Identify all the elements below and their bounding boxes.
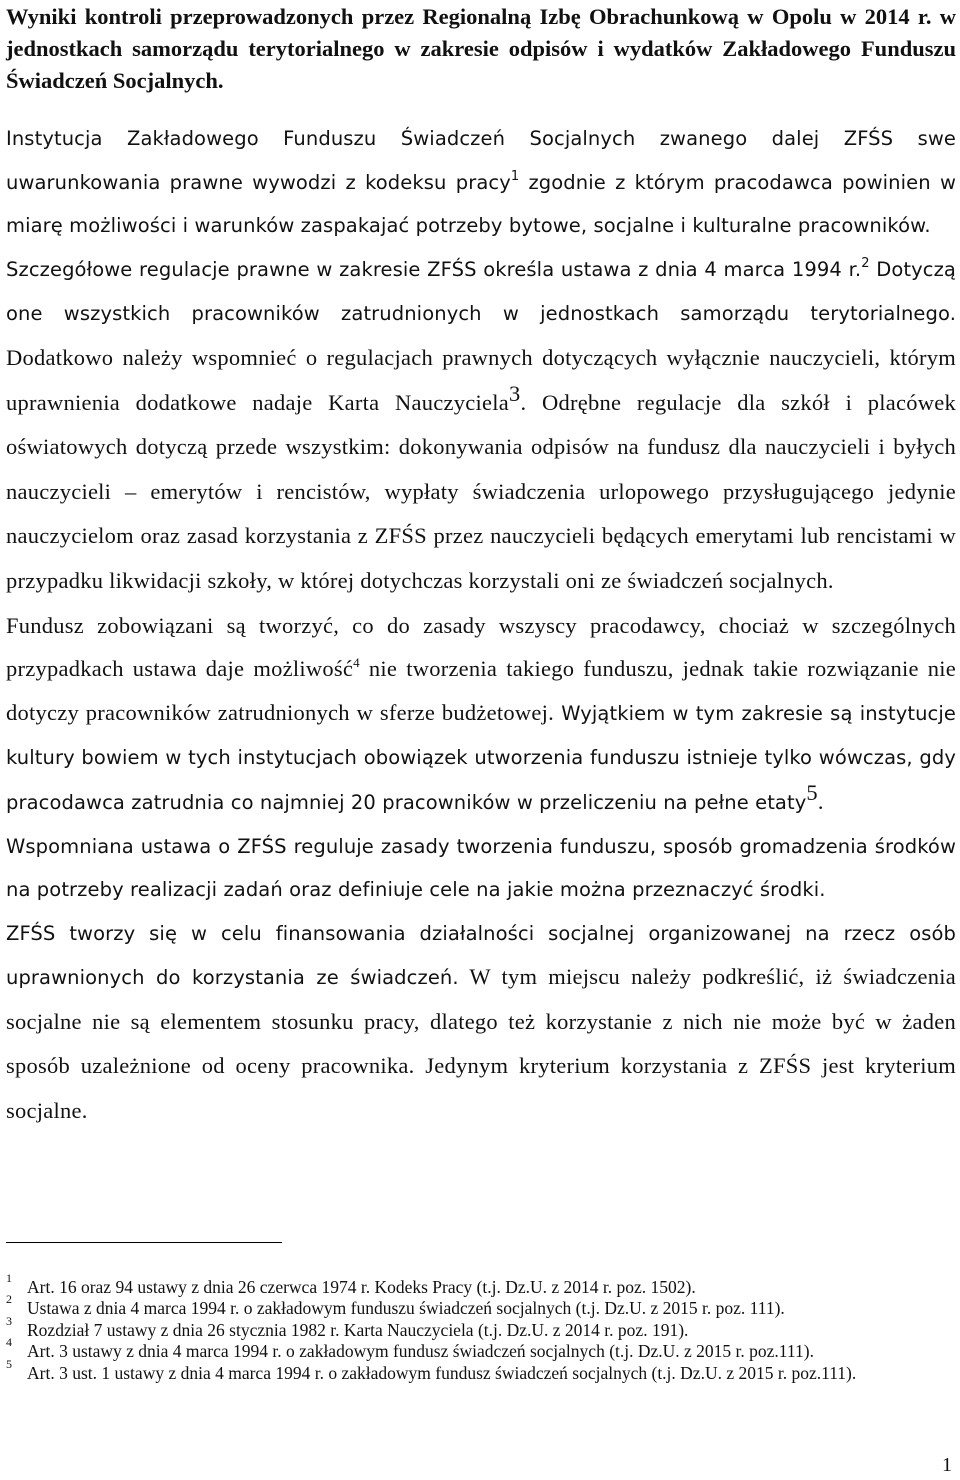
footnote-ref-4[interactable]: 4 [353,655,360,671]
footnotes [6,1271,951,1384]
paragraph-5-text-b: W tym miejscu należy podkreślić, iż świadczenia socjalne nie są elementem stosunku pracy, dlatego też korzystanie z nich nie może być w żaden sposób uzależnione od oceny pracownika. Jedynym kryterium korzystania z ZFŚS jest kryterium socjalne. [6,964,956,1124]
footnote-text: Rozdział 7 ustawy z dnia 26 stycznia 1982 r. Karta Nauczyciela (t.j. Dz.U. z 2014 r. poz. 191). [27,1319,689,1340]
paragraph-3-text-c: Wyjątkiem w tym zakresie są instytucje kultury bowiem w tych instytucjach obowiązek utworzenia funduszu istnieje tylko wówczas, gdy pracodawca zatrudnia co najmniej 20 pracowników w przeliczeniu na pełne etaty [6,701,956,814]
paragraph-1-text-a: Instytucja Zakładowego Funduszu Świadczeń Socjalnych zwanego dalej ZFŚS swe uwarunkowania prawne wywodzi z kodeksu pracy [6,127,956,194]
footnote-ref-5[interactable]: 5 [806,779,818,805]
footnote-1 [6,1271,951,1298]
footnote-marker: 2 [6,1292,12,1307]
footnote-ref-2[interactable]: 2 [861,255,870,271]
footnote-text: Ustawa z dnia 4 marca 1994 r. o zakładowym funduszu świadczeń socjalnych (t.j. Dz.U. z 2015 r. poz. 111). [27,1298,785,1319]
paragraph-3 [6,604,956,825]
paragraph-1-text-b: zgodnie z którym pracodawca powinien w miarę możliwości i warunków zaspakajać potrzeby bytowe, socjalne i kulturalne pracowników. [6,170,956,238]
paragraph-2-text-b: Dotyczą one wszystkich pracowników zatrudnionych w jednostkach samorządu terytorialnego. [6,257,956,326]
paragraph-2-text-c: Dodatkowo należy wspomnieć o regulacjach prawnych dotyczących wyłącznie nauczycieli, którym uprawnienia dodatkowe nadaje Karta Nauczyciela [6,344,956,415]
footnote-ref-1[interactable]: 1 [510,168,520,184]
paragraph-3-text-a: Fundusz zobowiązani są tworzyć, co do zasady wszyscy pracodawcy, chociaż w szczególnych przypadkach ustawa daje możliwość [6,612,956,682]
footnote-marker: 4 [6,1335,12,1350]
footnote-4 [6,1335,951,1362]
paragraph-2 [6,248,956,604]
footnote-ref-3[interactable]: 3 [508,380,521,406]
paragraph-2-text-a: Szczegółowe regulacje prawne w zakresie ZFŚS określa ustawa z dnia 4 marca 1994 r. [6,257,862,281]
footnote-marker: 3 [6,1313,12,1328]
paragraph-4: Wspomniana ustawa o ZFŚS reguluje zasady tworzenia funduszu, sposób gromadzenia środków na potrzeby realizacji zadań oraz definiuje cele na jakie można przeznaczyć środki. [6,834,956,902]
paragraph-1 [6,117,956,248]
footnote-text: Art. 3 ustawy z dnia 4 marca 1994 r. o zakładowym fundusz świadczeń socjalnych (t.j. Dz.U. z 2015 r. poz.111). [27,1341,814,1362]
document-body [6,117,956,1134]
paragraph-2-text-d: . Odrębne regulacje dla szkół i placówek oświatowych dotyczą przede wszystkim: dokonywania odpisów na fundusz dla nauczycieli i byłych nauczycieli – emerytów i rencistów, wypłaty świadczenia urlopowego przysługującego jedynie nauczycielom oraz zasad korzystania z ZFŚS przez nauczycieli będących emerytami lub rencistami w przypadku likwidacji szkoły, w której dotychczas korzystali oni ze świadczeń socjalnych. [6,389,956,593]
paragraph-5 [6,912,956,1134]
paragraph-3-text-b: nie tworzenia takiego funduszu, jednak takie rozwiązanie nie dotyczy pracowników zatrudnionych w sferze budżetowej. [6,656,956,725]
page-number: 1 [942,1454,952,1476]
footnote-5 [6,1356,951,1384]
footnote-text: Art. 3 ust. 1 ustawy z dnia 4 marca 1994 r. o zakładowym fundusz świadczeń socjalnych (t.j. Dz.U. z 2015 r. poz.111). [27,1362,857,1383]
footnote-text: Art. 16 oraz 94 ustawy z dnia 26 czerwca 1974 r. Kodeks Pracy (t.j. Dz.U. z 2014 r. poz. 1502). [27,1277,696,1297]
document-page [6,0,956,1383]
footnote-separator [6,1242,282,1243]
footnote-2 [6,1292,951,1319]
document-title: Wyniki kontroli przeprowadzonych przez Regionalną Izbę Obrachunkową w Opolu w 2014 r. w jednostkach samorządu terytorialnego w zakresie odpisów i wydatków Zakładowego Funduszu Świadczeń Socjalnych. [6,4,956,93]
footnote-marker: 1 [6,1271,12,1285]
paragraph-5-text-a: ZFŚS tworzy się w celu finansowania działalności socjalnej organizowanej na rzecz osób uprawnionych do korzystania ze świadczeń. [6,921,956,990]
paragraph-3-text-d: . [817,788,824,814]
footnote-3 [6,1313,951,1341]
footnote-marker: 5 [6,1356,12,1371]
